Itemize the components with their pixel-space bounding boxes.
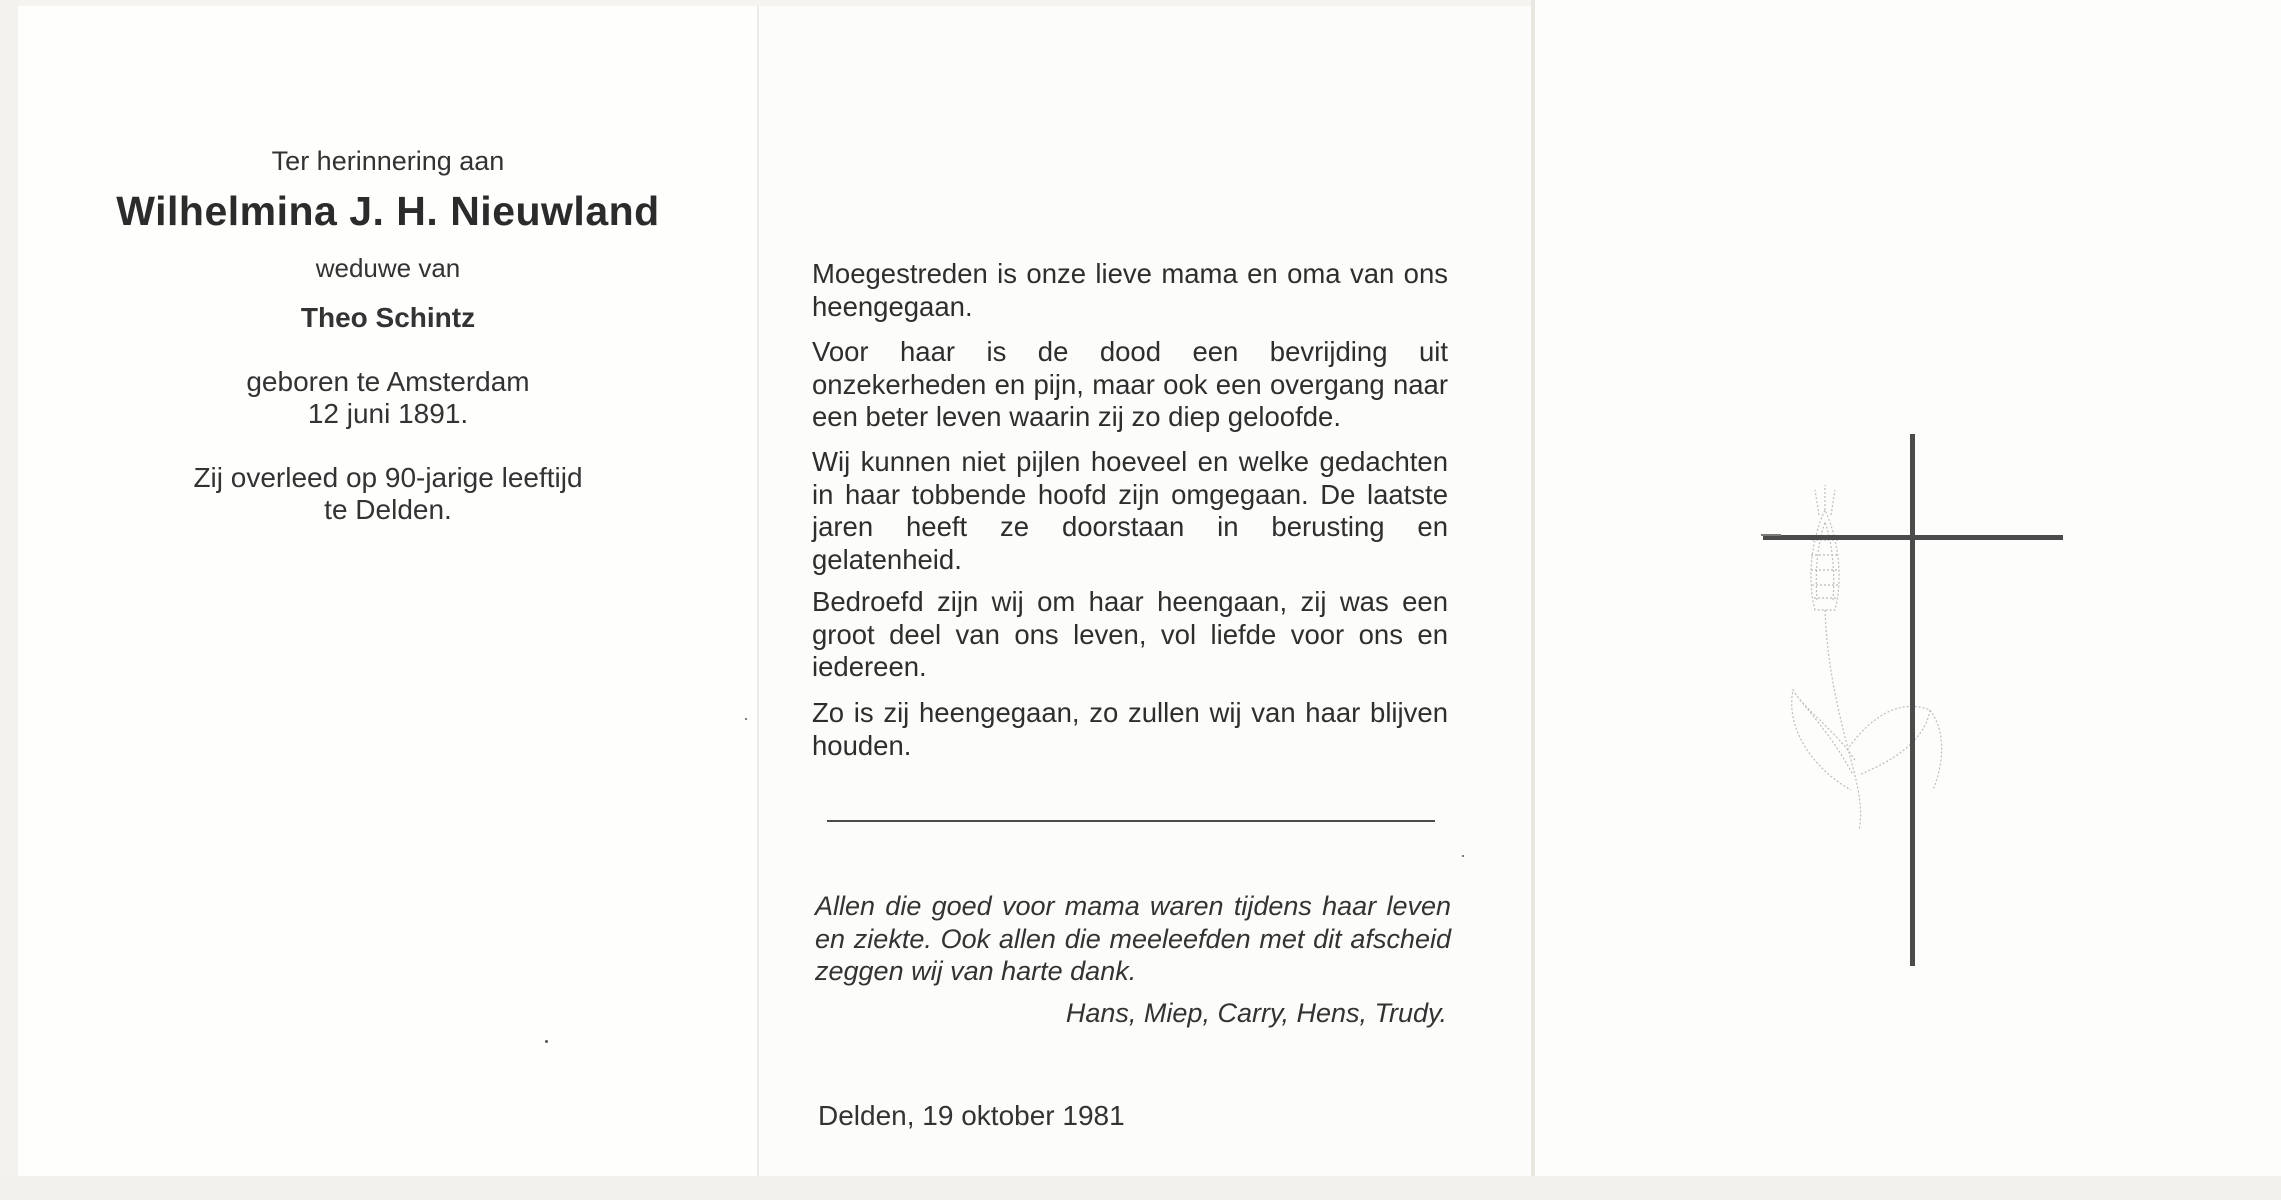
death-age: Zij overleed op 90-jarige leeftijd — [193, 462, 583, 493]
cross-with-wheat-icon — [1755, 430, 2075, 980]
thanks-text: Allen die goed voor mama waren tijdens haar leven en ziekte. Ook allen die meeleefden met dit afscheid zeggen wij van harte dank. — [815, 891, 1451, 986]
scan-left-edge — [0, 0, 18, 1200]
birth-place: geboren te Amsterdam — [246, 366, 530, 397]
paragraph-2: Voor haar is de dood een bevrijding uit onzekerheden en pijn, maar ook een overgang naar een beter leven waarin zij zo diep geloofde. — [812, 336, 1448, 432]
birth-date: 12 juni 1891. — [307, 398, 469, 429]
card-panel-left — [18, 6, 758, 1176]
widow-of-text: weduwe van — [315, 253, 461, 283]
paragraph-3: Wij kunnen niet pijlen hoeveel en welke gedachten in haar tobbende hoofd zijn omgegaan. De laatste jaren heeft ze doorstaan in berusting en gelatenheid. — [812, 446, 1448, 575]
paragraph-5: Zo is zij heengegaan, zo zullen wij van haar blijven houden. — [812, 697, 1448, 761]
card-fold-line — [1531, 0, 1535, 1180]
scan-bottom-edge — [0, 1176, 2281, 1200]
signers-text: Hans, Miep, Carry, Hens, Trudy. — [1065, 998, 1447, 1028]
cross-icon — [1761, 434, 2063, 966]
paragraph-1: Moegestreden is onze lieve mama en oma van ons heengegaan. — [812, 258, 1448, 322]
card-fold-line — [757, 6, 759, 1176]
paragraph-4: Bedroefd zijn wij om haar heengaan, zij was een groot deel van ons leven, vol liefde voor ons en iedereen. — [812, 586, 1448, 682]
intro-text: Ter herinnering aan — [271, 146, 505, 176]
scan-speck — [545, 1040, 548, 1043]
divider-line — [827, 820, 1435, 822]
husband-name: Theo Schintz — [300, 302, 476, 333]
scan-speck — [1462, 855, 1464, 857]
death-place: te Delden. — [324, 494, 452, 525]
scan-speck — [745, 718, 747, 720]
date-place: Delden, 19 oktober 1981 — [818, 1100, 1125, 1131]
deceased-name: Wilhelmina J. H. Nieuwland — [116, 188, 660, 234]
